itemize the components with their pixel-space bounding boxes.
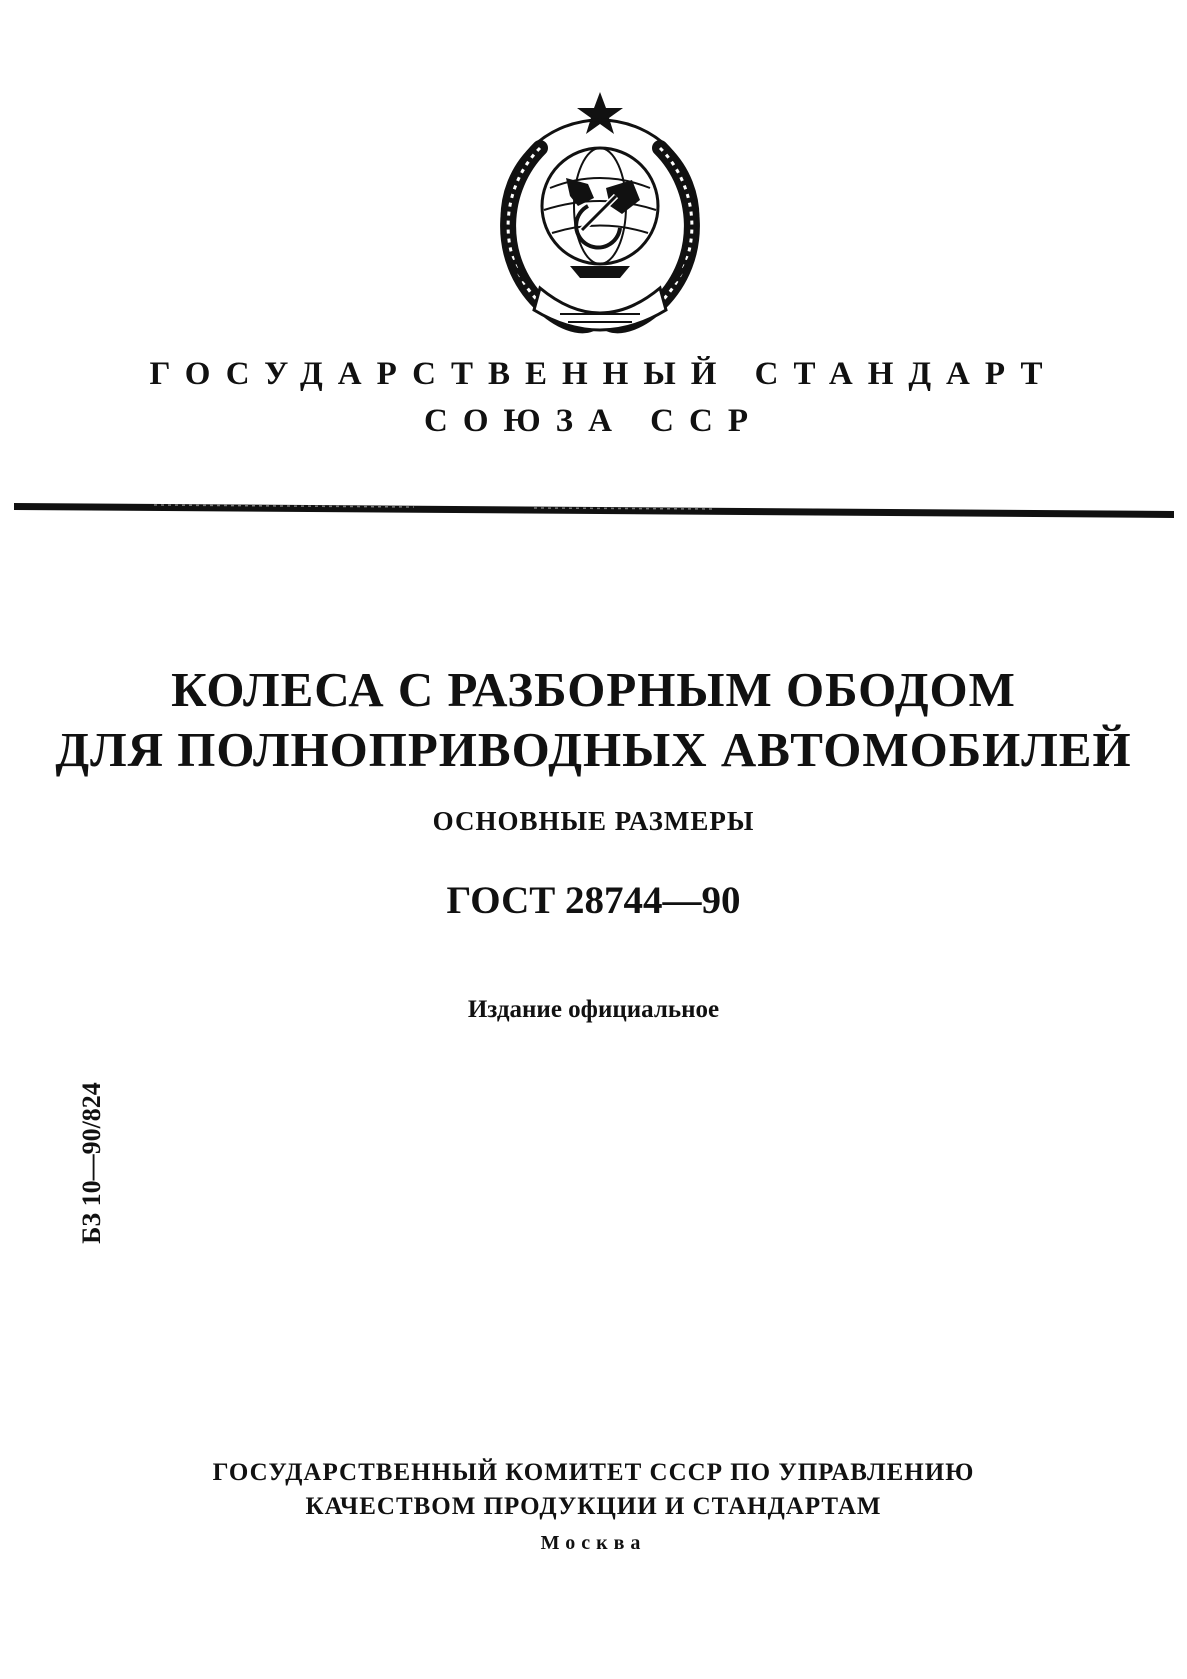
- publisher-line-1: ГОСУДАРСТВЕННЫЙ КОМИТЕТ СССР ПО УПРАВЛЕНИЮ: [212, 1459, 975, 1486]
- document-subtitle: ОСНОВНЫЕ РАЗМЕРЫ: [432, 806, 755, 836]
- header-line-1: ГОСУДАРСТВЕННЫЙ СТАНДАРТ: [149, 356, 1058, 392]
- document-title: [0, 660, 1187, 780]
- publisher-block: [0, 1456, 1187, 1555]
- edition-note: Издание официальное: [467, 996, 720, 1023]
- title-line-2: ДЛЯ ПОЛНОПРИВОДНЫХ АВТОМОБИЛЕЙ: [55, 722, 1132, 777]
- publisher-line-2: КАЧЕСТВОМ ПРОДУКЦИИ И СТАНДАРТАМ: [305, 1493, 882, 1520]
- title-line-1: КОЛЕСА С РАЗБОРНЫМ ОБОДОМ: [171, 662, 1016, 717]
- horizontal-rule: [14, 500, 1174, 520]
- state-emblem-icon: [470, 88, 730, 338]
- state-standard-header: [0, 356, 1187, 440]
- catalog-code: БЗ 10—90/824: [77, 1082, 106, 1244]
- gost-number: ГОСТ 28744—90: [446, 879, 741, 922]
- publisher-city: Москва: [540, 1532, 647, 1554]
- header-line-2: СОЮЗА ССР: [424, 403, 763, 439]
